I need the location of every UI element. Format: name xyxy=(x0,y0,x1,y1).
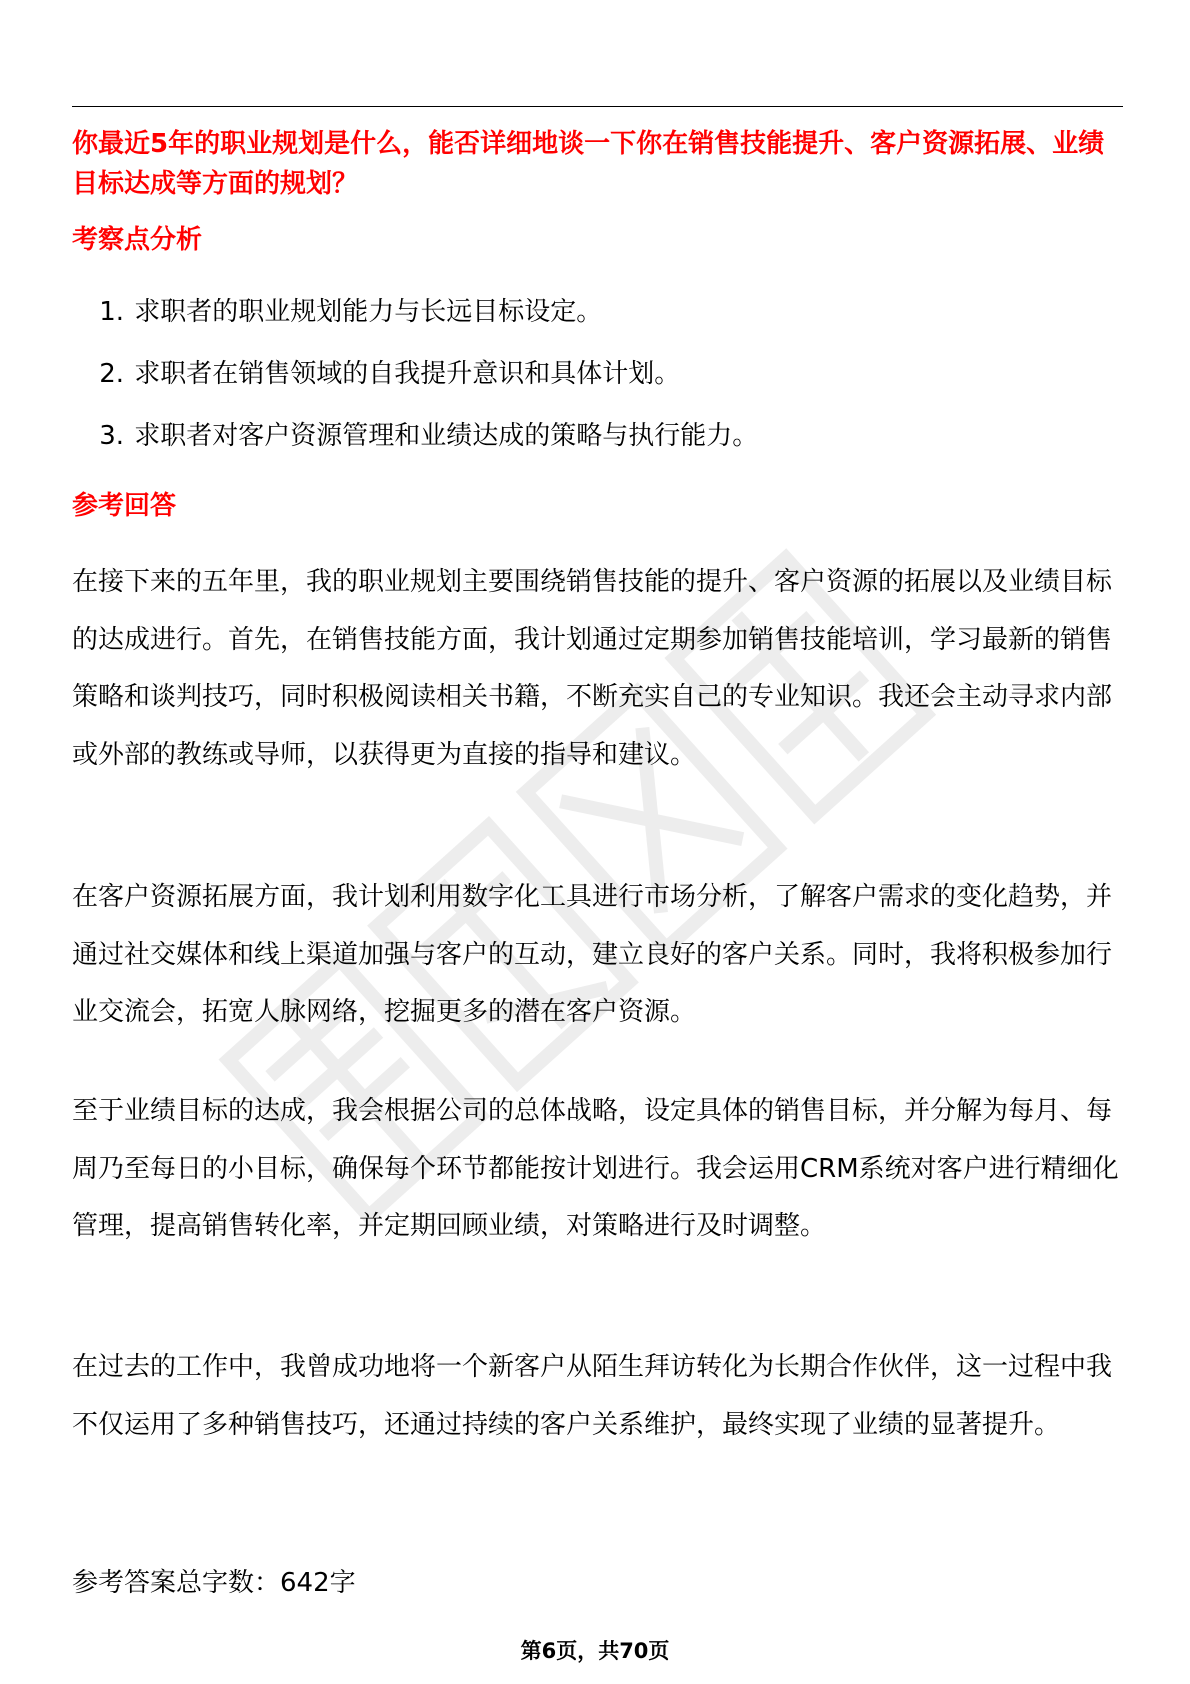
analysis-points-list xyxy=(72,294,1112,480)
answer-paragraph: 至于业绩目标的达成，我会根据公司的总体战略，设定具体的销售目标，并分解为每月、每周乃至每日的小目标，确保每个环节都能按计划进行。我会运用CRM系统对客户进行精细化管理，提高销售转化率，并定期回顾业绩，对策略进行及时调整。 xyxy=(72,1096,1119,1241)
list-item-number: 2. xyxy=(99,359,124,389)
list-item-text: 求职者在销售领域的自我提升意识和具体计划。 xyxy=(134,359,681,389)
answer-paragraph: 在接下来的五年里，我的职业规划主要围绕销售技能的提升、客户资源的拓展以及业绩目标的达成进行。首先，在销售技能方面，我计划通过定期参加销售技能培训，学习最新的销售策略和谈判技巧，同时积极阅读相关书籍，不断充实自己的专业知识。我还会主动寻求内部或外部的教练或导师，以获得更为直接的指导和建议。 xyxy=(72,567,1113,770)
top-divider xyxy=(72,106,1123,107)
list-item-number: 3. xyxy=(99,421,124,451)
list-item-text: 求职者的职业规划能力与长远目标设定。 xyxy=(134,297,603,327)
answer-paragraph: 在客户资源拓展方面，我计划利用数字化工具进行市场分析，了解客户需求的变化趋势，并通过社交媒体和线上渠道加强与客户的互动，建立良好的客户关系。同时，我将积极参加行业交流会，拓宽人脉网络，挖掘更多的潜在客户资源。 xyxy=(72,882,1113,1027)
list-item xyxy=(72,294,1112,356)
list-item-text: 求职者对客户资源管理和业绩达成的策略与执行能力。 xyxy=(134,421,759,451)
list-item xyxy=(72,418,1112,480)
list-item xyxy=(72,356,1112,418)
page-number-footer: 第6页，共70页 xyxy=(520,1639,670,1663)
word-count: 参考答案总字数：642字 xyxy=(72,1568,356,1598)
question-title: 你最近5年的职业规划是什么，能否详细地谈一下你在销售技能提升、客户资源拓展、业绩目标达成等方面的规划？ xyxy=(72,129,1105,199)
list-item-number: 1. xyxy=(99,297,124,327)
analysis-heading: 考察点分析 xyxy=(72,225,203,255)
answer-heading: 参考回答 xyxy=(72,491,177,521)
answer-paragraph: 在过去的工作中，我曾成功地将一个新客户从陌生拜访转化为长期合作伙伴，这一过程中我不仅运用了多种销售技巧，还通过持续的客户关系维护，最终实现了业绩的显著提升。 xyxy=(72,1352,1113,1440)
